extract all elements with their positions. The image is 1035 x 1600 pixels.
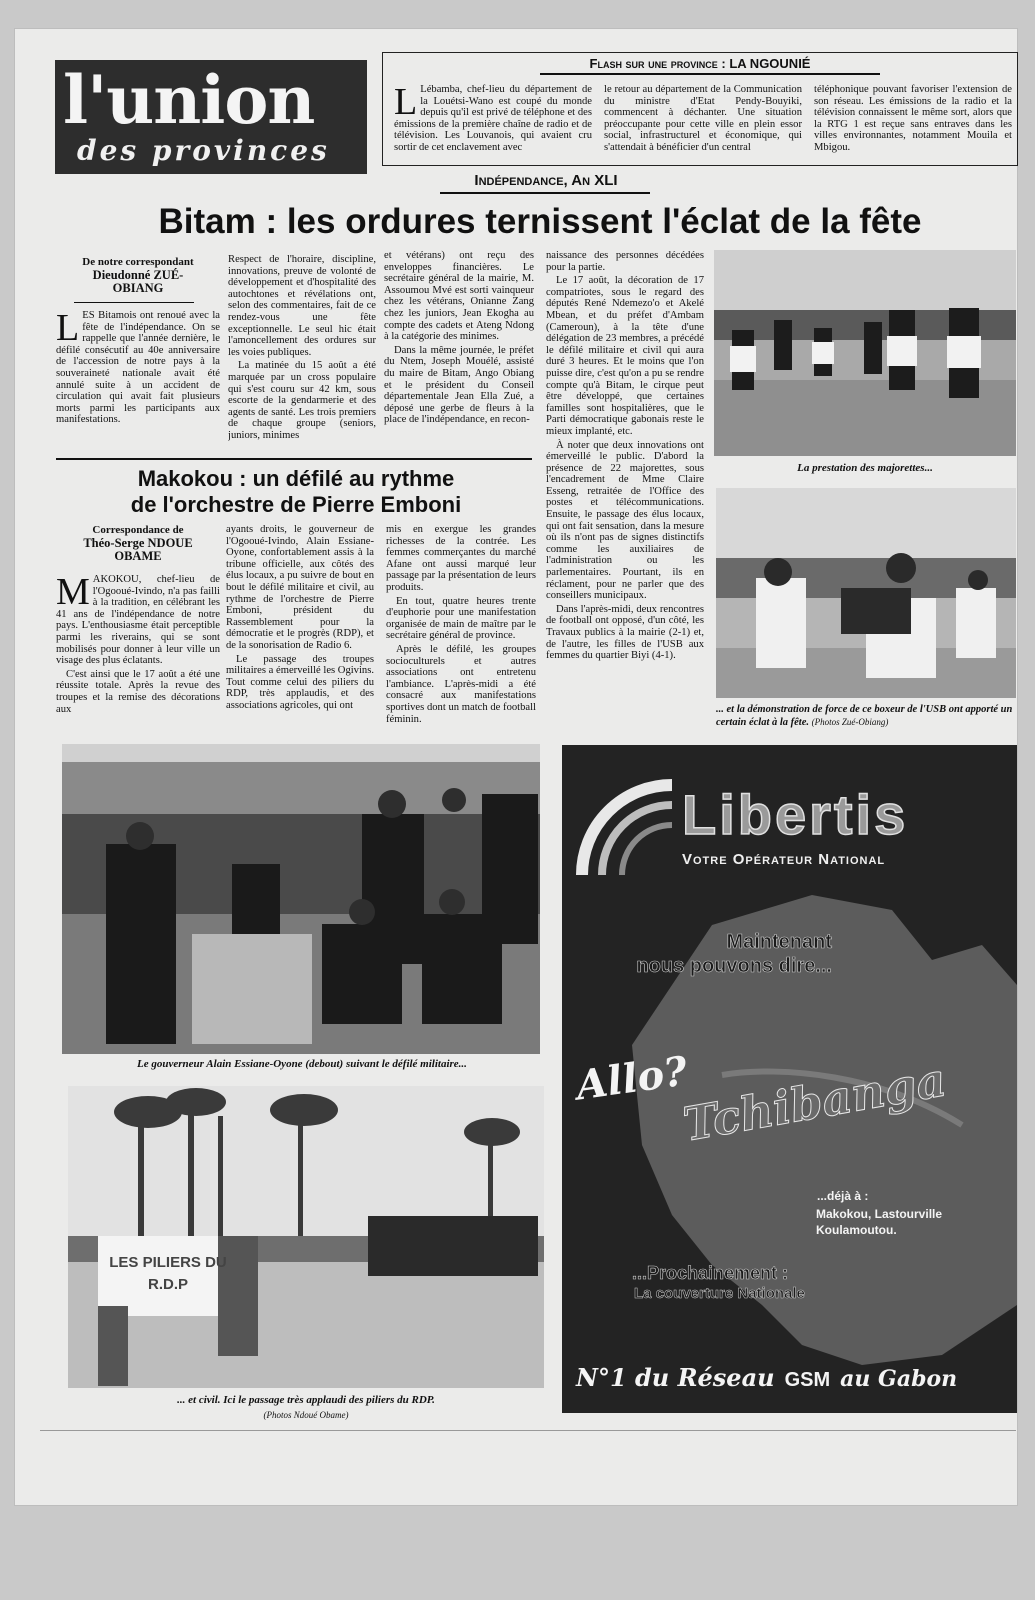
paragraph: En tout, quatre heures trente d'euphorie pour une manifestation organisée de main de maître par le secrétaire général de province.: [386, 595, 536, 642]
flash-col-3: téléphonique pouvant favoriser l'extension de son réseau. Les émissions de la radio et la télévision connaissent le même sort, alors que la RTG 1 est reçue sans entraves dans les villes environnantes, notamment Mouila et Mbigou.: [814, 84, 1012, 153]
governor-caption: Le gouverneur Alain Essiane-Oyone (debout) suivant le défilé militaire...: [137, 1058, 467, 1070]
bitam-col-1: [56, 310, 220, 454]
majorettes-caption: La prestation des majorettes...: [797, 462, 933, 474]
rdp-photo: [68, 1086, 544, 1388]
drop-cap: L: [56, 310, 80, 349]
boxer-photo-drawing: [716, 488, 1016, 698]
paragraph: Le passage des troupes militaires a émerveillé les Ogivins. Tout comme celui des piliers du RDP, très applaudis, et des associations agricoles, qui ont: [226, 653, 374, 711]
makokou-headline-line1: Makokou : un défilé au rythme: [137, 466, 455, 491]
bitam-col-2: [228, 254, 376, 454]
ad-couverture: La couverture Nationale: [634, 1285, 805, 1302]
ad-line-maintenant: Maintenant: [726, 931, 832, 953]
bitam-byline-author: Dieudonné ZUÉ-OBIANG: [92, 268, 184, 295]
makokou-headline: [56, 466, 536, 518]
signal-waves-icon: [572, 775, 692, 885]
majorettes-photo-drawing: [714, 250, 1016, 456]
bitam-col-1-text: ES Bitamois ont renoué avec la fête de l'indépendance. On se rappelle que l'année dernière, le défilé consécutif au 40e anniversaire de l'accession de notre pays à la souveraineté nationale avait été annulé suite à un accident de circulation qui avait fait plusieurs morts parmi les participants aux manifestations.: [56, 310, 220, 426]
masthead: [55, 60, 367, 174]
paragraph-text: AKOKOU, chef-lieu de l'Ogooué-Ivindo, n'a pas failli à la tradition, en célébrant les 41 ans de l'indépendance de notre pays. L'enthousiasme était perceptible parmi les riverains, qui se sont mobilisés pour donner à leur ville un visage des plus éclatants.: [56, 574, 220, 667]
rdp-caption: ... et civil. Ici le passage très applaudi des piliers du RDP.: [177, 1394, 435, 1406]
boxer-photo: [716, 488, 1016, 698]
ad-slogan-part1: N°1 du Réseau: [576, 1363, 775, 1392]
boxer-caption: [716, 704, 1020, 729]
paragraph: naissance des personnes décédées pour la partie.: [546, 250, 704, 273]
ad-slogan-part3: au Gabon: [840, 1366, 958, 1392]
boxer-caption-credit: (Photos Zué-Obiang): [811, 717, 889, 727]
drop-cap: L: [394, 84, 418, 123]
libertis-tagline: Votre Opérateur National: [682, 851, 886, 868]
masthead-subtitle: des provinces: [77, 134, 330, 167]
bitam-byline: [56, 256, 220, 295]
ad-prochainement: ...Prochainement :: [632, 1263, 789, 1283]
ad-tchibanga: Tchibanga: [679, 1052, 950, 1152]
column-rule: [56, 458, 532, 460]
paragraph: Après le défilé, les groupes socioculturels et autres associations ont entretenu l'ambiance. L'après-midi a été consacré aux manifestations sportives dont un match de football féminin.: [386, 643, 536, 725]
makokou-headline-line2: de l'orchestre de Pierre Emboni: [130, 492, 462, 517]
paragraph: À noter que deux innovations ont émerveillé le public. D'abord la présence de 22 majorettes, sous l'encadrement de Mme Claire Esseng, retraitée de l'Office des postes et télécommunications. Ensuite, le passage des élus locaux, qui ont fait sensation, dans la mesure où ils n'ont pas de signes distinctifs comme les auxiliaires de l'administration ou les parlementaires. Pourtant, ils en réclament, pour ne parler que des conseillers municipaux.: [546, 439, 704, 602]
ad-allo: Allo?: [573, 1047, 691, 1110]
ad-slogan: [576, 1363, 957, 1392]
ad-slogan-gsm: GSM: [784, 1369, 831, 1391]
byline-rule: [74, 302, 194, 303]
paragraph: [56, 574, 220, 667]
kicker: Indépendance, An XLI: [474, 172, 618, 189]
paragraph: Le 17 août, la décoration de 17 compatriotes, sous le regard des députés René Ndemezo'o et Akelé Mbean, et du préfet d'Ambam (Cameroun), à la tête d'une délégation de 23 membres, a précédé le défilé militaire et civil qui aura duré 3 heures. Et le moins que l'on puisse dire, c'est qu'on a pu se rendre compte qu'à Bitam, le cirque peut être développé, que certaines familles sont hospitalières, que le Parti démocratique gabonais reste le mieux implanté, etc.: [546, 275, 704, 437]
ad-cities-line1: Makokou, Lastourville: [816, 1207, 943, 1221]
makokou-col-2: [226, 524, 374, 738]
flash-heading: Flash sur une province : LA NGOUNIÉ: [589, 56, 811, 71]
masthead-title: l'union: [63, 61, 315, 139]
majorettes-photo: [714, 250, 1016, 456]
paragraph: La matinée du 15 août a été marquée par un cross populaire qui s'est couru sur 42 km, sous escorte de la gendarmerie et des agents de santé. Les trois premiers de chaque groupe (seniors, juniors, minimes: [228, 360, 376, 441]
paragraph: Respect de l'horaire, discipline, innovations, preuve de volonté de développement et d'hospitalité des autochtones et révélations ont, selon des commentaires, fait de ce rendez-vous une fête exceptionnelle. Le seul hic était l'amoncellement des ordures sur les voies publiques.: [228, 254, 376, 358]
libertis-logo: Libertis: [682, 783, 909, 846]
rdp-photo-drawing: [68, 1086, 544, 1388]
ad-line-nous-pouvons-dire: nous pouvons dire...: [636, 955, 832, 977]
boxer-caption-text: ... et la démonstration de force de ce boxeur de l'USB ont apporté un certain éclat à la fête.: [716, 704, 1013, 728]
bitam-col-4: [546, 250, 704, 736]
flash-col-1: [394, 84, 592, 160]
governor-photo: [62, 744, 540, 1054]
governor-photo-drawing: [62, 744, 540, 1054]
paragraph: mis en exergue les grandes richesses de la contrée. Les femmes commerçantes du marché Afane ont aussi marqué leur passage par la présentation de leurs produits.: [386, 524, 536, 593]
libertis-ad: [562, 745, 1017, 1413]
makokou-byline-label: Correspondance de: [92, 524, 184, 536]
paragraph: Dans la même journée, le préfet du Ntem, Joseph Mouélé, assisté du maire de Bitam, Ango Obiang et le président du Conseil départementale Jean Ella Zué, a déposé une gerbe de fleurs à la place de l'indépendance, en recon-: [384, 344, 534, 426]
makokou-col-3: [386, 524, 536, 738]
bitam-headline: Bitam : les ordures ternissent l'éclat de la fête: [158, 202, 922, 241]
makokou-col-1: [56, 574, 220, 738]
flash-col-2: le retour au département de la Communication du ministre d'Etat Pendy-Bouyiki, commencent à déchanter. Une situation préoccupante pour cette ville en plein essor social, infrastructurel et économique, qui s'attendait à bénéficier d'un central: [604, 84, 802, 153]
ad-cities-line2: Koulamoutou.: [816, 1223, 897, 1237]
rdp-caption-credit: (Photos Ndoué Obame): [263, 1410, 349, 1420]
flash-col-1-text: Lébamba, chef-lieu du département de la Louétsi-Wano est coupé du monde depuis qu'il est privé de téléphone et des émissions de la première chaîne de radio et de télévision. Les Louvanois, qui avaient cru sortir de cet enclavement avec: [394, 84, 592, 153]
bitam-col-3: [384, 250, 534, 454]
paragraph: ayants droits, le gouverneur de l'Ogooué-Ivindo, Alain Essiane-Oyone, confortablement assis à la tribune officielle, aux côtés des élus locaux, a pu suivre de bout en bout le défilé militaire et civil, au rythme de l'orchestre de Pierre Emboni, président du Rassemblement pour la démocratie et le progrès (RDP), et de la sonorisation de Radio 6.: [226, 524, 374, 651]
rdp-banner-text: LES PILIERS DU R.D.P: [109, 1254, 227, 1293]
drop-cap: M: [56, 574, 90, 613]
flash-heading-rule: [540, 73, 880, 75]
kicker-rule: [440, 192, 650, 194]
paragraph: et vétérans) ont reçu des enveloppes financières. Le secrétaire général de la mairie, M. Assoumou Mvé est sorti vainqueur chez les vétérans, Onianne Zang chez les juniors, Jean Ekogha au compte des cadets et Ateng Ndong à la catégorie des minimes.: [384, 250, 534, 343]
makokou-byline: [56, 524, 220, 563]
paragraph: C'est ainsi que le 17 août a été une réussite totale. Après la revue des troupes et la remise des décorations aux: [56, 668, 220, 715]
ad-deja: ...déjà à :: [817, 1189, 869, 1203]
bottom-rule: [40, 1430, 1016, 1431]
makokou-byline-author: Théo-Serge NDOUE OBAME: [83, 536, 193, 563]
bitam-byline-label: De notre correspondant: [82, 256, 194, 268]
paragraph: Dans l'après-midi, deux rencontres de football ont opposé, d'un côté, les Travaux publics à la mairie (2-1) et, de l'autre, les filles de l'USB aux femmes du quartier Biyi (4-1).: [546, 603, 704, 662]
